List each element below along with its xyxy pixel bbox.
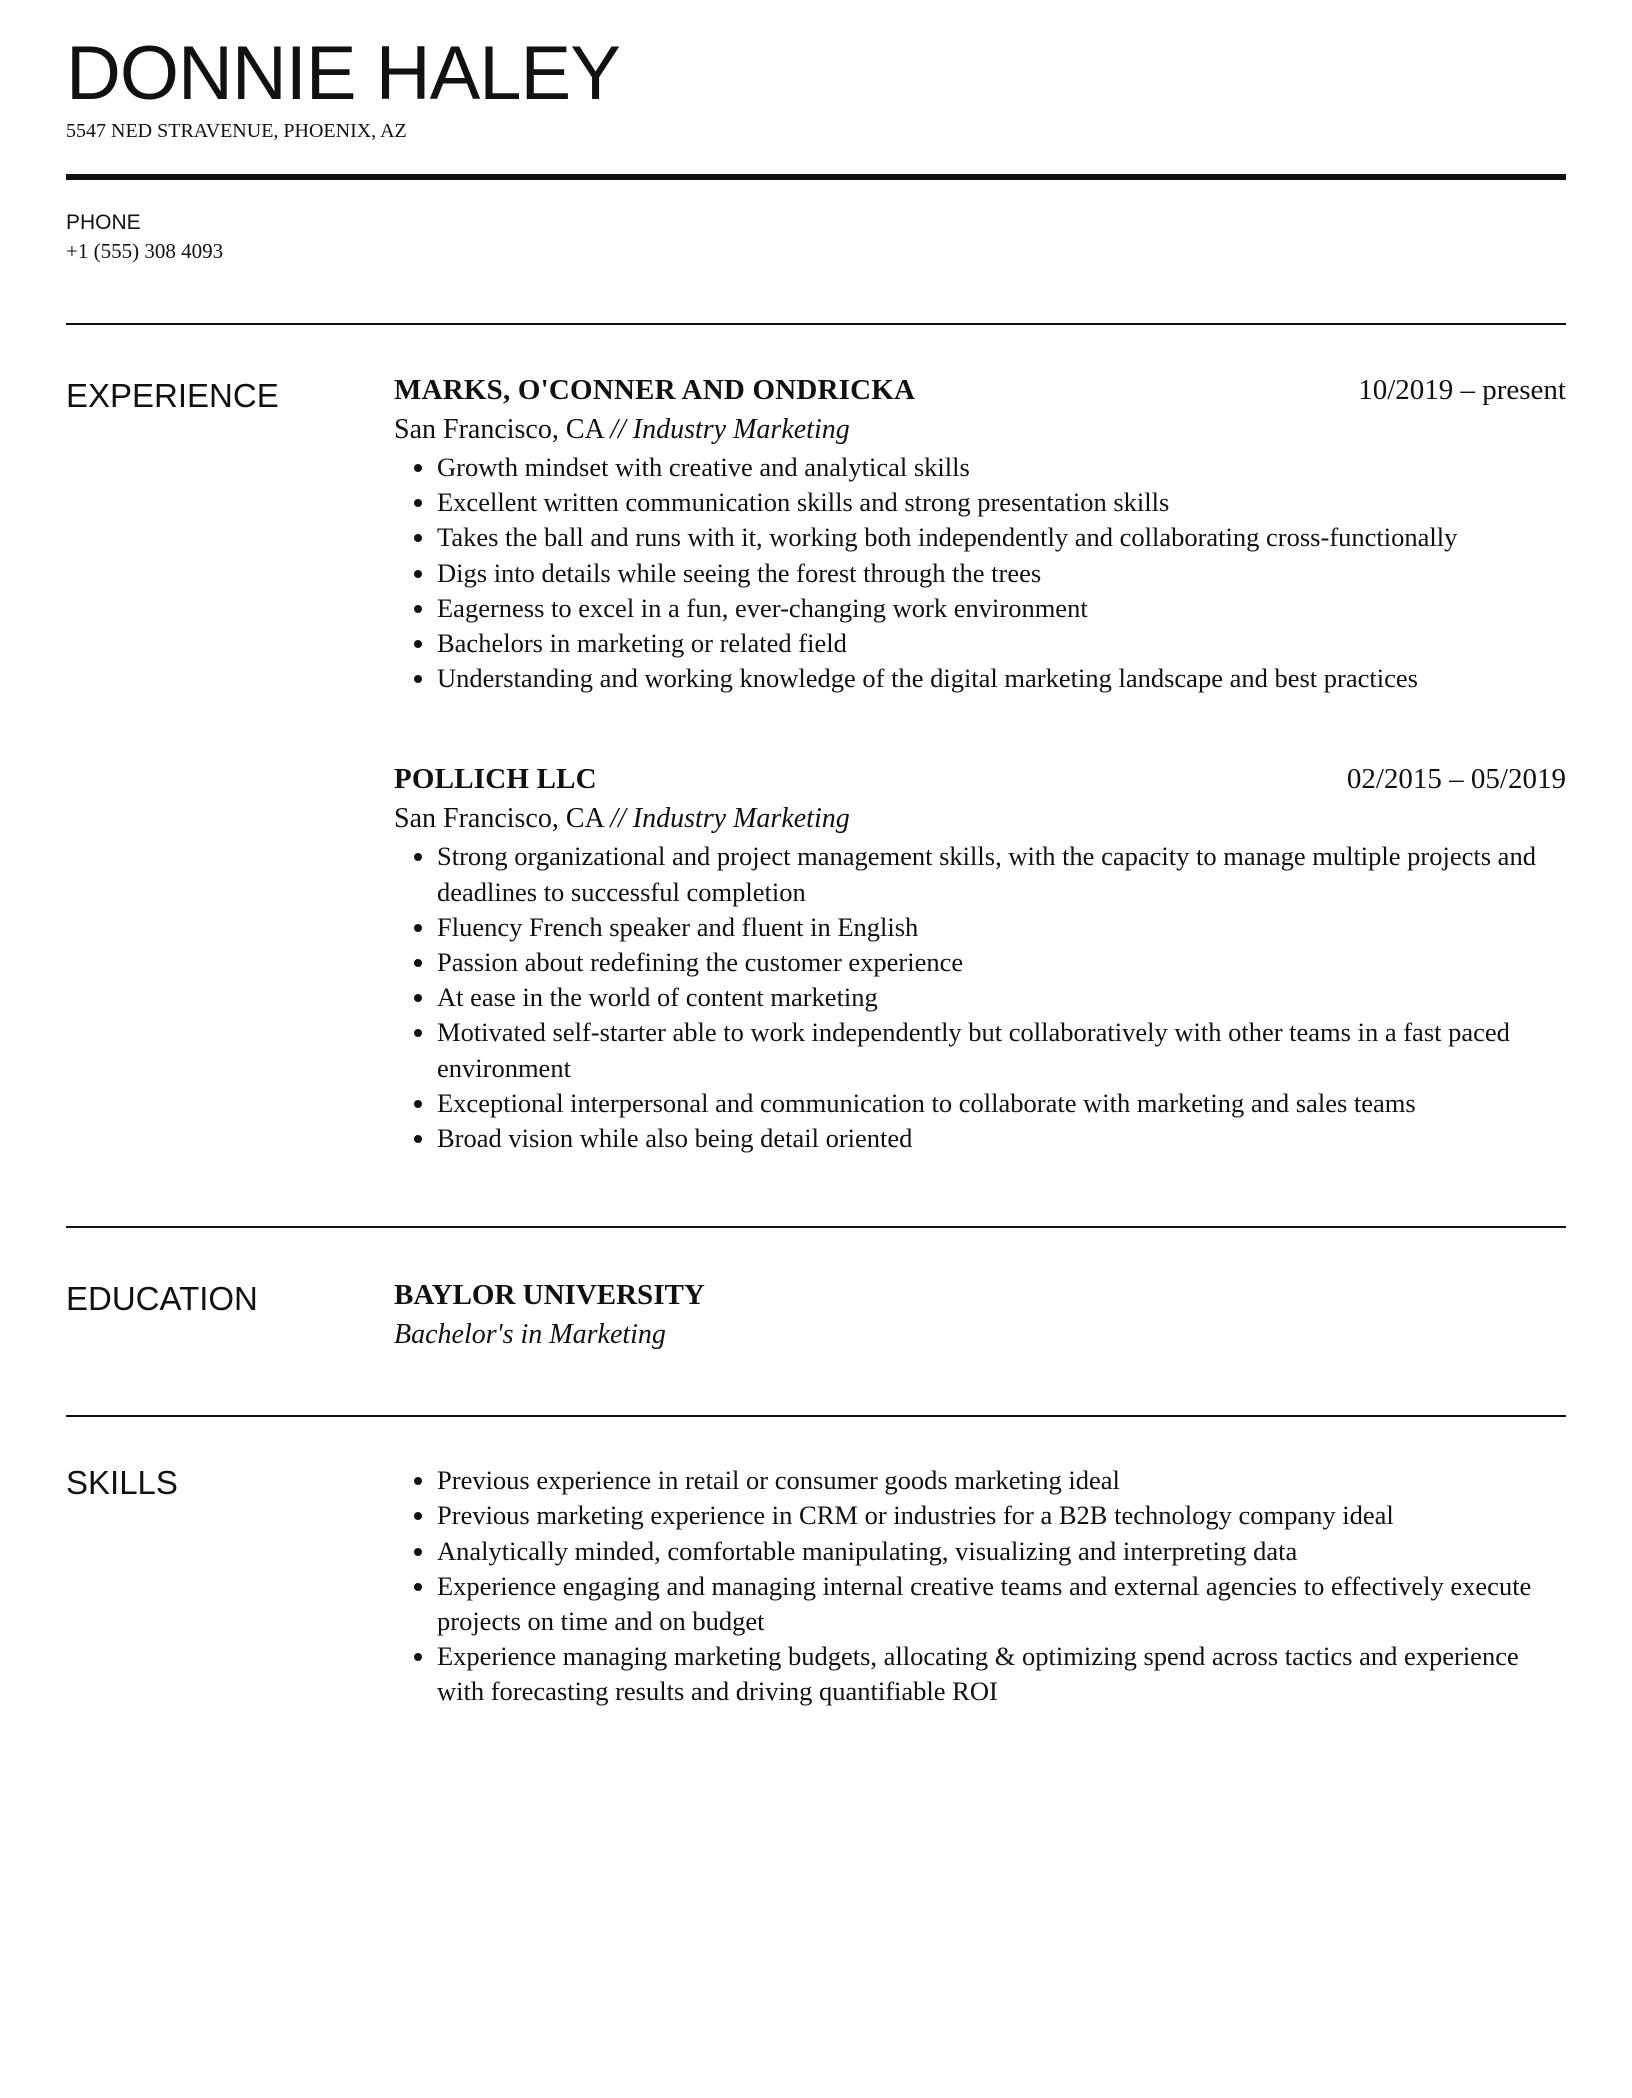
job-dates: 02/2015 – 05/2019 — [1346, 763, 1566, 796]
list-item: Previous marketing experience in CRM or industries for a B2B technology company ideal — [394, 1498, 1566, 1533]
education-title: EDUCATION — [66, 1280, 258, 1318]
job-location: San Francisco, CA — [394, 414, 604, 445]
education-school: BAYLOR UNIVERSITY — [394, 1279, 705, 1312]
list-item: Previous experience in retail or consumer goods marketing ideal — [394, 1463, 1566, 1498]
education-body — [394, 1275, 1566, 1355]
experience-body — [394, 370, 1566, 1156]
job-bullets — [394, 839, 1566, 1156]
candidate-name: DONNIE HALEY — [66, 31, 620, 116]
list-item: Broad vision while also being detail oriented — [394, 1121, 1566, 1156]
job-entry — [394, 370, 1566, 696]
job-entry — [394, 759, 1566, 1156]
list-item: Motivated self-starter able to work independently but collaboratively with other teams in a fast paced environment — [394, 1015, 1566, 1085]
skills-list — [394, 1463, 1566, 1709]
job-company: POLLICH LLC — [394, 763, 597, 796]
list-item: Fluency French speaker and fluent in English — [394, 910, 1566, 945]
skills-body — [394, 1463, 1566, 1709]
list-item: Experience engaging and managing internal creative teams and external agencies to effectively execute projects on time and on budget — [394, 1569, 1566, 1639]
list-item: Digs into details while seeing the forest through the trees — [394, 556, 1566, 591]
resume-page — [66, 0, 1566, 1710]
list-item: Experience managing marketing budgets, allocating & optimizing spend across tactics and experience with forecasting results and driving quantifiable ROI — [394, 1639, 1566, 1709]
skills-section — [66, 1463, 1566, 1709]
list-item: Growth mindset with creative and analytical skills — [394, 450, 1566, 485]
job-location-line — [394, 410, 1566, 450]
job-dates: 10/2019 – present — [1358, 374, 1566, 406]
job-location-line — [394, 799, 1566, 839]
job-bullets — [394, 450, 1566, 696]
job-separator: // — [610, 803, 626, 835]
job-company: MARKS, O'CONNER AND ONDRICKA — [394, 374, 916, 406]
skills-title: SKILLS — [66, 1464, 178, 1502]
experience-title: EXPERIENCE — [66, 377, 279, 414]
list-item: Understanding and working knowledge of the digital marketing landscape and best practices — [394, 661, 1566, 696]
job-header — [394, 370, 1566, 410]
list-item: Eagerness to excel in a fun, ever-changing work environment — [394, 591, 1566, 626]
experience-divider — [66, 1226, 1566, 1228]
job-role: Industry Marketing — [632, 414, 850, 445]
phone-number: +1 (555) 308 4093 — [66, 239, 224, 263]
header-divider — [66, 174, 1566, 180]
list-item: At ease in the world of content marketing — [394, 980, 1566, 1015]
job-header — [394, 759, 1566, 799]
education-degree: Bachelor's in Marketing — [394, 1319, 666, 1351]
list-item: Exceptional interpersonal and communication to collaborate with marketing and sales teams — [394, 1086, 1566, 1121]
list-item: Analytically minded, comfortable manipulating, visualizing and interpreting data — [394, 1534, 1566, 1569]
experience-section — [66, 370, 1566, 1156]
job-separator: // — [610, 414, 626, 445]
list-item: Excellent written communication skills and strong presentation skills — [394, 485, 1566, 520]
candidate-address: 5547 NED STRAVENUE, PHOENIX, AZ — [66, 120, 407, 142]
list-item: Takes the ball and runs with it, working both independently and collaborating cross-functionally — [394, 520, 1566, 555]
job-role: Industry Marketing — [632, 803, 850, 835]
job-location: San Francisco, CA — [394, 803, 604, 835]
contact-divider — [66, 323, 1566, 325]
list-item: Passion about redefining the customer experience — [394, 945, 1566, 980]
education-section — [66, 1275, 1566, 1355]
education-divider — [66, 1415, 1566, 1417]
phone-label: PHONE — [66, 211, 141, 234]
list-item: Bachelors in marketing or related field — [394, 626, 1566, 661]
list-item: Strong organizational and project management skills, with the capacity to manage multiple projects and deadlines to successful completion — [394, 839, 1566, 909]
